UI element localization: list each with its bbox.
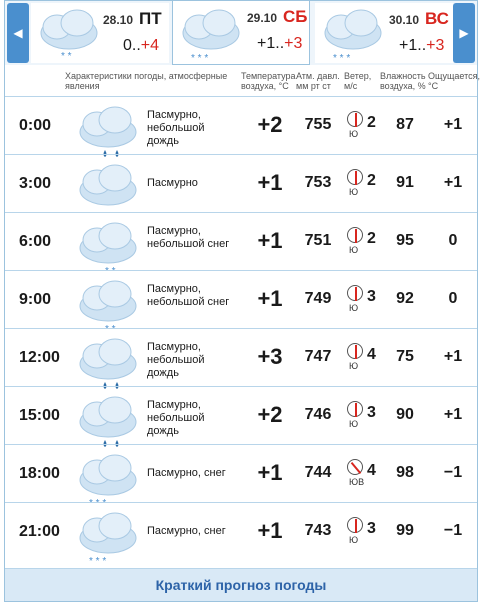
svg-text:* * *: * * * <box>89 498 107 506</box>
next-day-button[interactable] <box>453 3 475 63</box>
wind-speed: 2 <box>367 172 376 189</box>
row-humidity: 95 <box>396 232 414 249</box>
cloud-snow-icon <box>177 7 247 63</box>
compass-icon <box>347 459 363 475</box>
row-time: 21:00 <box>19 523 60 540</box>
row-description: Пасмурно, небольшой снег <box>147 283 230 308</box>
forecast-widget <box>4 0 481 602</box>
forecast-row <box>5 96 477 153</box>
row-feels-like: −1 <box>443 464 463 481</box>
row-description: Пасмурно, небольшой дождь <box>147 109 205 147</box>
row-humidity: 75 <box>396 348 414 365</box>
day-strip <box>5 1 477 65</box>
row-description: Пасмурно <box>147 177 198 189</box>
column-headers <box>5 67 481 95</box>
row-feels-like: +1 <box>443 116 463 133</box>
row-feels-like: 0 <box>448 232 458 249</box>
row-pressure: 755 <box>304 116 332 133</box>
header-temp: Температура воздуха, °С <box>241 71 296 91</box>
row-humidity: 90 <box>396 406 414 423</box>
wind-speed: 4 <box>367 346 376 363</box>
compass-icon <box>347 285 363 301</box>
row-description: Пасмурно, небольшой дождь <box>147 399 205 437</box>
row-wind <box>345 285 385 315</box>
row-wind <box>345 111 385 141</box>
svg-text:* *: * * <box>105 266 116 274</box>
header-feels: Ощущается, °С <box>428 71 481 91</box>
row-time: 15:00 <box>19 407 60 424</box>
row-time: 0:00 <box>19 117 52 134</box>
day-weekday: ВС <box>425 9 449 28</box>
day-date: 30.10 <box>389 13 420 27</box>
wind-direction: Ю <box>349 303 359 313</box>
wind-speed: 2 <box>367 230 376 247</box>
compass-icon <box>347 111 363 127</box>
row-wind <box>345 227 385 257</box>
day-date: 28.10 <box>103 13 134 27</box>
forecast-row <box>5 386 477 443</box>
day-date: 29.10 <box>247 11 278 25</box>
day-weekday: СБ <box>283 7 308 26</box>
row-pressure: 753 <box>304 174 332 191</box>
row-pressure: 751 <box>304 232 332 249</box>
cloud-snow-icon <box>75 508 141 564</box>
row-description: Пасмурно, небольшой снег <box>147 225 230 250</box>
header-weather: Характеристики погоды, атмосферные явления <box>65 71 228 91</box>
chevron-right-icon: ▶ <box>459 26 469 40</box>
row-humidity: 92 <box>396 290 414 307</box>
wind-direction: Ю <box>349 419 359 429</box>
row-time: 12:00 <box>19 349 60 366</box>
chevron-left-icon: ◀ <box>13 26 23 40</box>
row-time: 3:00 <box>19 175 52 192</box>
row-temperature: +1 <box>257 460 283 485</box>
header-wind: Ветер, м/с <box>344 71 372 91</box>
row-feels-like: +1 <box>443 174 463 191</box>
row-wind <box>345 169 385 199</box>
row-humidity: 98 <box>396 464 414 481</box>
day-temp: 0..+4 <box>123 37 160 54</box>
row-description: Пасмурно, снег <box>147 467 226 479</box>
wind-speed: 4 <box>367 462 376 479</box>
row-wind <box>345 343 385 373</box>
row-pressure: 747 <box>304 348 332 365</box>
wind-speed: 3 <box>367 404 376 421</box>
row-temperature: +3 <box>257 344 283 369</box>
day-tab-1[interactable] <box>172 1 310 65</box>
wind-speed: 3 <box>367 288 376 305</box>
wind-direction: Ю <box>349 187 359 197</box>
forecast-row <box>5 270 477 332</box>
forecast-row <box>5 502 477 564</box>
cloud-snow-icon <box>75 450 141 506</box>
cloud-rain-icon <box>75 102 141 158</box>
row-humidity: 91 <box>396 174 414 191</box>
row-pressure: 749 <box>304 290 332 307</box>
wind-direction: Ю <box>349 361 359 371</box>
row-temperature: +1 <box>257 228 283 253</box>
svg-text:* * *: * * * <box>191 53 209 63</box>
cloud-snow-icon <box>75 218 141 274</box>
row-description: Пасмурно, небольшой дождь <box>147 341 205 379</box>
wind-direction: Ю <box>349 535 359 545</box>
forecast-row <box>5 212 477 274</box>
compass-icon <box>347 227 363 243</box>
row-temperature: +1 <box>257 286 283 311</box>
cloud-snow-icon <box>319 7 389 63</box>
row-description: Пасмурно, снег <box>147 525 226 537</box>
row-pressure: 744 <box>304 464 332 481</box>
compass-icon <box>347 517 363 533</box>
row-feels-like: 0 <box>448 290 458 307</box>
row-time: 6:00 <box>19 233 52 250</box>
row-pressure: 746 <box>304 406 332 423</box>
svg-text:* * *: * * * <box>333 53 351 63</box>
row-humidity: 99 <box>396 522 414 539</box>
forecast-row <box>5 154 477 211</box>
row-pressure: 743 <box>304 522 332 539</box>
day-tab-0[interactable] <box>31 3 169 63</box>
short-forecast-link[interactable]: Краткий прогноз погоды <box>5 568 477 601</box>
cloud-snow-icon <box>35 7 105 61</box>
forecast-row <box>5 328 477 385</box>
row-temperature: +2 <box>257 402 283 427</box>
wind-direction: Ю <box>349 129 359 139</box>
cloud-icon <box>75 160 141 216</box>
row-temperature: +1 <box>257 170 283 195</box>
prev-day-button[interactable] <box>7 3 29 63</box>
row-humidity: 87 <box>396 116 414 133</box>
svg-text:* *: * * <box>61 51 72 61</box>
header-pressure: Атм. давл. мм рт ст <box>296 71 340 91</box>
row-wind <box>345 517 385 547</box>
compass-icon <box>347 169 363 185</box>
cloud-rain-icon <box>75 392 141 448</box>
svg-text:* * *: * * * <box>89 556 107 564</box>
header-humidity: Влажность воздуха, % <box>380 71 426 91</box>
cloud-rain-icon <box>75 334 141 390</box>
forecast-row <box>5 444 477 506</box>
day-temp: +1..+3 <box>399 37 445 54</box>
row-temperature: +1 <box>257 518 283 543</box>
row-wind <box>345 459 385 489</box>
wind-speed: 2 <box>367 114 376 131</box>
day-temp: +1..+3 <box>257 35 303 52</box>
svg-text:* *: * * <box>105 324 116 332</box>
row-feels-like: −1 <box>443 522 463 539</box>
day-weekday: ПТ <box>139 9 162 28</box>
row-temperature: +2 <box>257 112 283 137</box>
day-tab-2[interactable] <box>315 3 453 63</box>
row-time: 9:00 <box>19 291 52 308</box>
row-feels-like: +1 <box>443 406 463 423</box>
compass-icon <box>347 343 363 359</box>
row-feels-like: +1 <box>443 348 463 365</box>
compass-icon <box>347 401 363 417</box>
row-wind <box>345 401 385 431</box>
wind-speed: 3 <box>367 520 376 537</box>
row-time: 18:00 <box>19 465 60 482</box>
wind-direction: ЮВ <box>349 477 365 487</box>
cloud-snow-icon <box>75 276 141 332</box>
wind-direction: Ю <box>349 245 359 255</box>
